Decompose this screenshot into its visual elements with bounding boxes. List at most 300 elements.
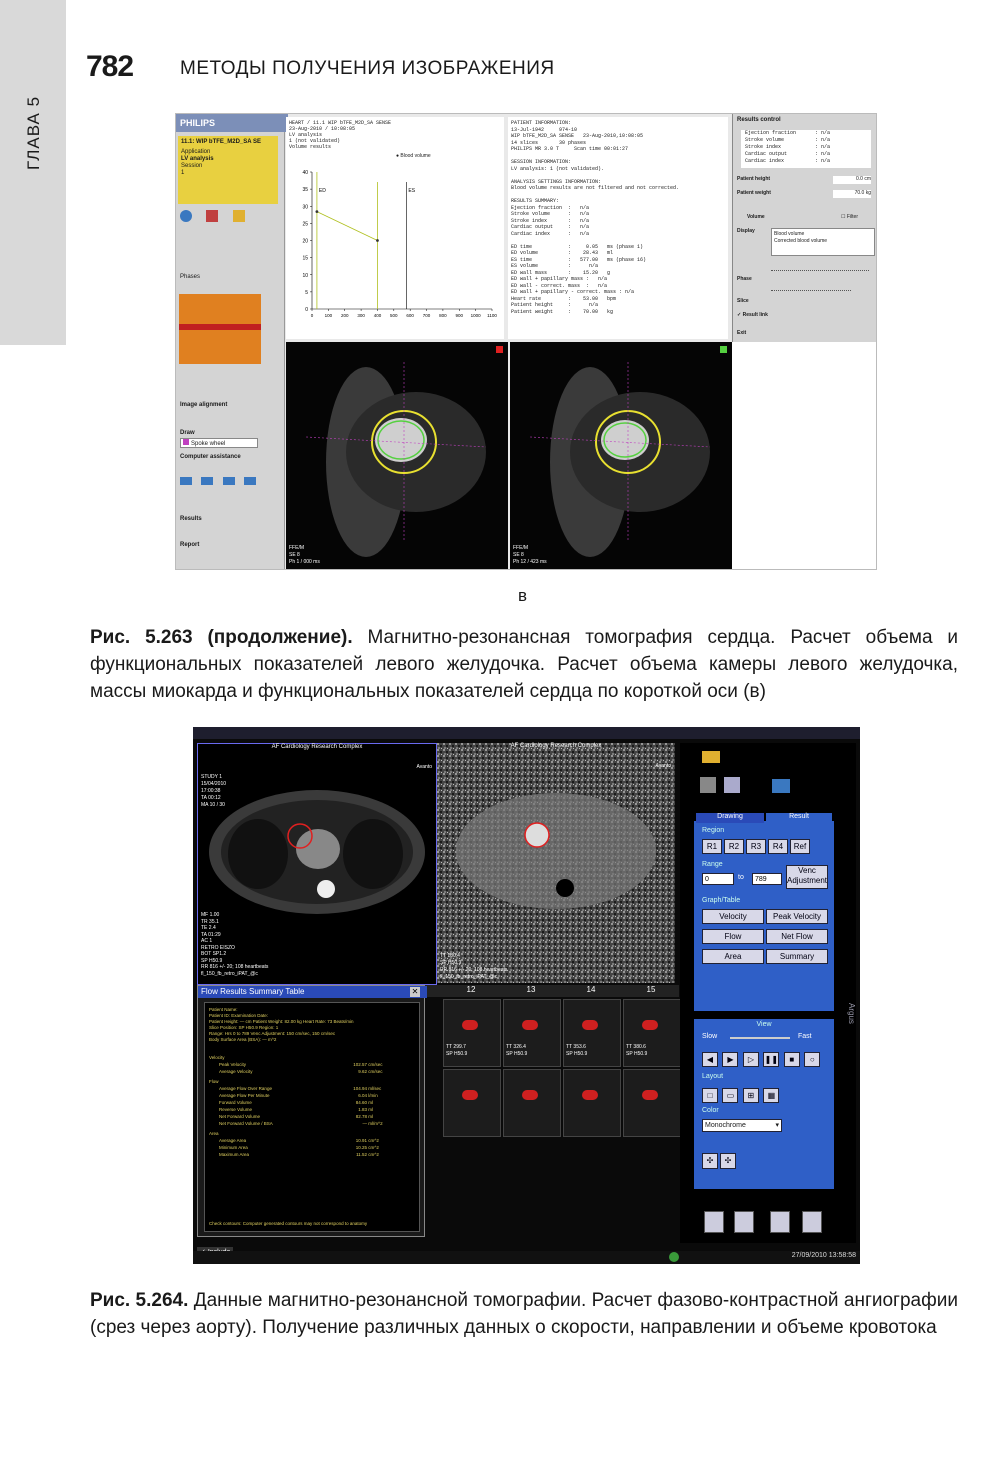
flow-row-value: 6.04 (358, 1093, 367, 1098)
rc-row-label: Cardiac output (745, 151, 788, 157)
tab-result[interactable]: Result (766, 813, 832, 823)
argus-view-panel (694, 1019, 834, 1189)
volume-label: Volume (747, 214, 765, 220)
y-tick-label: 0 (305, 307, 308, 313)
overlay-line: MF 1.00 (201, 912, 220, 918)
application-value: LV analysis (181, 156, 214, 162)
caption-5-263 (90, 624, 958, 705)
flow-row-unit: cm^2 (367, 1138, 379, 1143)
x-tick-label: 1100 (487, 313, 497, 318)
scanner-name: Avanto (416, 764, 432, 770)
roi-marker (582, 1020, 598, 1030)
graph-legend: ● Blood volume (396, 153, 431, 159)
step-icon[interactable]: ▷ (743, 1052, 759, 1067)
argus-label: Argus (847, 1003, 856, 1024)
mr-image-es-drawing (510, 342, 732, 569)
mr-info-line: FFE/M (513, 545, 528, 551)
session-label: Session (181, 163, 203, 169)
mr-info-line: Ph 12 / 423 ms (513, 559, 547, 565)
roi-marker (642, 1020, 658, 1030)
phase-image[interactable] (437, 743, 675, 983)
overlay-line: RETRO EISZO (201, 944, 235, 951)
spoke-wheel-icon (183, 439, 189, 445)
x-tick-label: 200 (340, 313, 349, 318)
display-option[interactable]: Corrected blood volume (774, 238, 828, 244)
mr-image-ed-drawing (286, 342, 508, 569)
flow-section-title: Area (209, 1131, 219, 1136)
draw-select[interactable] (180, 438, 258, 448)
thumb-tt: TT 299.7 (446, 1044, 466, 1050)
net-flow-button[interactable]: Net Flow (766, 929, 828, 944)
flow-window-title: Flow Results Summary Table (198, 986, 427, 998)
overlay-line: fl_150_fb_retro_iPAT_@c (201, 970, 258, 977)
x-tick-label: 700 (422, 313, 431, 318)
flow-row-value: 9.62 (358, 1069, 367, 1074)
mr-es-info (513, 545, 547, 566)
flow-header-line: Body Surface Area (BSA): — m^2 (209, 1037, 277, 1042)
flow-header-line: Patient ID: Examination Date: (209, 1013, 269, 1018)
area-button[interactable]: Area (702, 949, 764, 964)
thumb-sp: SP H50.9 (506, 1051, 528, 1057)
mr-image-es[interactable] (510, 342, 732, 569)
folder-icon[interactable] (702, 751, 720, 763)
y-tick-label: 15 (302, 255, 308, 262)
mr-image-ed[interactable] (286, 342, 508, 569)
page-number: 782 (86, 50, 134, 83)
export-icon[interactable] (772, 779, 790, 793)
report-line: ED wall + papillary - correct. mass : n/a (511, 289, 635, 295)
exit-button[interactable]: Exit (737, 330, 747, 336)
pause-icon[interactable]: ❚❚ (763, 1052, 779, 1067)
blood-volume-line (317, 212, 378, 241)
assist-both-icon[interactable] (201, 477, 213, 485)
report-line: Blood volume results are not filtered and not corrected. (511, 185, 680, 191)
flow-row (209, 1106, 409, 1113)
flow-row (209, 1120, 409, 1127)
mr-info-line: SE 8 (289, 552, 300, 558)
filter-checkbox[interactable]: ☐ Filter (841, 214, 858, 220)
layout-grid-icon[interactable]: ▦ (763, 1088, 779, 1103)
rc-row-label: Cardiac index (745, 158, 785, 164)
rc-row (741, 130, 871, 137)
status-bar (193, 1251, 860, 1264)
flow-row-value: — (362, 1121, 367, 1126)
report-line: Ejection fraction : n/a (511, 204, 590, 211)
flow-row-unit: cm/sec (367, 1062, 383, 1067)
flow-header (209, 1007, 354, 1043)
thumb-number: 13 (526, 985, 536, 994)
folder-icon[interactable] (233, 210, 245, 222)
flow-section-title: Velocity (209, 1055, 225, 1060)
blank-area (732, 342, 876, 569)
rc-row (741, 144, 871, 151)
thumb-tt: TT 353.6 (566, 1044, 586, 1050)
assist-next-icon[interactable] (223, 477, 235, 485)
speed-slider[interactable] (730, 1037, 790, 1039)
thumb-sp: SP H50.9 (626, 1051, 648, 1057)
y-tick-label: 20 (302, 238, 308, 245)
overlay-line: RR 816 +/- 20; 108 heartbeats (440, 967, 508, 973)
patient-weight-value: 70.0 (854, 190, 865, 196)
patient-height-unit: cm (864, 176, 871, 182)
flow-button[interactable]: Flow (702, 929, 764, 944)
patient-height-input[interactable] (833, 176, 871, 184)
flow-row (209, 1068, 409, 1075)
rc-row (741, 137, 871, 144)
range-to-label: to (738, 874, 744, 881)
overlay-line: AC 1 (201, 938, 213, 944)
y-tick-label: 10 (302, 272, 308, 279)
print-icon[interactable] (770, 1211, 790, 1233)
summary-button[interactable]: Summary (766, 949, 828, 964)
overlay-line: BOT SP1.2 (201, 951, 227, 957)
flow-row (209, 1099, 409, 1106)
thumbnail-strip (423, 985, 679, 1165)
figure-lv-analysis (175, 113, 877, 570)
flow-row-label: Net Forward Volume (219, 1114, 261, 1119)
flow-row-unit: cm^2 (367, 1145, 379, 1150)
report-line: Cardiac output : n/a (511, 224, 590, 230)
caption-label: Рис. 5.263 (продолжение). (90, 627, 353, 648)
flow-row-unit: ml (367, 1107, 373, 1112)
flow-row-value: 10.25 (355, 1145, 367, 1150)
region-r2-button[interactable]: R2 (724, 839, 744, 854)
flow-row-label: Peak Velocity (219, 1062, 247, 1067)
rc-row (741, 151, 871, 158)
chapter-label: ГЛАВА 5 (24, 95, 43, 170)
brand-bar: PHILIPS (176, 114, 288, 132)
flow-row-value: 84.60 (355, 1100, 367, 1105)
rc-row-label: Stroke index (745, 144, 782, 150)
roi-marker (462, 1090, 478, 1100)
result-link-label: Result link (742, 312, 768, 318)
thumb-tt: TT 380.6 (626, 1044, 646, 1050)
y-tick-label: 40 (302, 170, 308, 176)
caption-label: Рис. 5.264. (90, 1290, 189, 1311)
report-line: ED wall - correct. mass : n/a (511, 282, 608, 289)
view-label: View (756, 1021, 772, 1028)
loop-icon[interactable]: ○ (804, 1052, 820, 1067)
report-line: Cardiac index : n/a (511, 230, 590, 237)
thumbnail-frame[interactable] (623, 1069, 681, 1137)
overlay-line: TA 00:12 (201, 795, 221, 801)
phase-title: AF Cardiology Research Complex (510, 743, 602, 749)
x-tick-label: 300 (357, 313, 365, 318)
layout-buttons (702, 1085, 779, 1103)
flow-sections (209, 1051, 409, 1158)
figure-flow-analysis (193, 727, 860, 1264)
rc-row-label: Stroke volume (745, 137, 785, 143)
phase-scanner-name: Avanto (655, 763, 671, 769)
magnitude-overlay-bottom (201, 912, 268, 977)
mr-info-line: SE 8 (513, 552, 524, 558)
flow-table (204, 1002, 420, 1232)
flow-row (209, 1137, 409, 1144)
flow-row-value: 11.52 (356, 1152, 367, 1157)
assist-buttons (180, 472, 256, 490)
pencil-icon[interactable] (206, 210, 218, 222)
thumbnail-frame[interactable] (563, 999, 621, 1067)
thumbnail-frame[interactable] (443, 1069, 501, 1137)
report-label: Report (180, 542, 200, 548)
flow-row (209, 1061, 409, 1068)
exit-icon[interactable] (802, 1211, 822, 1233)
results-label: Results (180, 516, 202, 522)
report-line: 14 slices 30 phases (511, 139, 587, 146)
play-icon[interactable]: ▶ (722, 1052, 738, 1067)
overlay-line: TR 35.1 (201, 918, 219, 925)
protocol-name: 11.1: WIP bTFE_M2D_SA SE (181, 139, 262, 145)
x-tick-label: 800 (439, 313, 447, 318)
rc-row-value: : n/a (815, 158, 831, 164)
roi-marker (642, 1090, 658, 1100)
assist-all-icon[interactable] (244, 477, 256, 485)
region-r1-button[interactable]: R1 (702, 839, 722, 854)
es-marker-label: ES (408, 188, 416, 194)
flow-row-unit: cm^2 (367, 1152, 379, 1157)
chapter-tab (0, 0, 66, 345)
flow-row-value: 102.57 (353, 1062, 367, 1067)
region-r4-button[interactable]: R4 (768, 839, 788, 854)
help-icon[interactable] (734, 1211, 754, 1233)
display-label: Display (737, 228, 755, 234)
fast-label: Fast (798, 1033, 812, 1040)
report-text (511, 120, 679, 315)
flow-row-value: 1.83 (358, 1107, 367, 1112)
patient-weight-input[interactable] (833, 190, 871, 198)
results-control-panel (732, 114, 877, 342)
overlay-line: TT 180.4 (440, 953, 460, 959)
flow-row-label: Reverse Volume (219, 1107, 253, 1112)
flow-section-title: Flow (209, 1079, 219, 1084)
report-line: PATIENT INFORMATION: (511, 120, 572, 126)
layout-1x2-icon[interactable]: ▭ (722, 1088, 738, 1103)
color-label: Color (702, 1107, 719, 1114)
datetime: 27/09/2010 13:58:58 (791, 1252, 856, 1259)
flow-row-label: Average Flow Over Range (219, 1086, 272, 1091)
report-line: LV analysis: 1 (not validated). (511, 165, 605, 172)
result-link-checkbox[interactable]: ✓ Result link (737, 312, 768, 318)
argus-sidebar (680, 743, 856, 1243)
overlay-line: SP H50.9 (201, 957, 223, 964)
flow-row (209, 1085, 409, 1092)
argus-result-panel (694, 813, 834, 1011)
tool-b-icon[interactable]: ✣ (720, 1153, 736, 1169)
flow-row-unit: ml (367, 1100, 373, 1105)
rc-row-label: Ejection fraction (745, 130, 797, 136)
thumb-sp: SP H50.9 (446, 1051, 468, 1057)
phase-slider[interactable] (771, 270, 869, 275)
overlay-line: STUDY 1 (201, 774, 223, 780)
velocity-button[interactable]: Velocity (702, 909, 764, 924)
globe-icon[interactable] (180, 210, 192, 222)
thumbnail-frame[interactable] (503, 1069, 561, 1137)
report-line: WIP bTFE_M2D_SA SENSE 23-Aug-2010,10:08:05 (511, 133, 644, 139)
overlay-line: RR 816 +/- 20; 108 heartbeats (201, 964, 269, 970)
volume-graph-panel (286, 117, 504, 339)
phase-overlay-bottom (440, 953, 507, 981)
app-menubar (193, 727, 860, 739)
magnitude-overlay-top (201, 774, 226, 809)
flow-header-line: Patient Height: — cm Patient Weight: 82.00 kg Heart Rate: 73 Beats/min (209, 1019, 354, 1024)
overlay-line: SP H50.9 (440, 960, 462, 966)
magnitude-title: AF Cardiology Research Complex (271, 744, 363, 750)
blood-volume-point (376, 239, 379, 242)
computer-assistance-label: Computer assistance (180, 454, 241, 460)
report-line: Patient weight : 70.00 kg (511, 308, 614, 315)
graph-header-line: HEART / 11.1 WIP bTFE_M2D_SA SENSE (289, 120, 392, 126)
patient-height-value: 0.0 (855, 176, 863, 182)
thumb-tt: TT 326.4 (506, 1044, 526, 1050)
report-line: ES volume : n/a (511, 263, 599, 269)
flow-note: Check contours: Computer generated contours may not correspond to anatomy (209, 1221, 368, 1226)
results-control-title: Results control (737, 117, 781, 123)
y-tick-label: 5 (305, 289, 308, 296)
region-label: Region (702, 827, 725, 834)
report-panel (508, 117, 728, 339)
roi-marker (522, 1020, 538, 1030)
rc-row (741, 158, 871, 165)
results-control-table (741, 130, 871, 168)
layout-2x2-icon[interactable]: ⊞ (743, 1088, 759, 1103)
slice-label: Slice (737, 298, 749, 304)
flow-row-unit: ml (367, 1114, 373, 1119)
status-ok-icon (669, 1252, 679, 1262)
running-title: МЕТОДЫ ПОЛУЧЕНИЯ ИЗОБРАЖЕНИЯ (180, 58, 555, 79)
overlay-line: TE 2.4 (201, 925, 216, 931)
flow-row-label: Net Forward Volume / BSA (219, 1121, 273, 1126)
caption-text: Данные магнитно-резонансной томографии. Расчет фазово-контрастной ангиографии (срез через аорту). Получение различных данных о скорости, направлении и объеме кровотока (90, 1290, 958, 1338)
thumb-number: 12 (466, 985, 476, 994)
phase-image-drawing (437, 743, 675, 983)
report-line: 13-Jul-1942 974-10 (511, 126, 578, 133)
tool-a-icon[interactable]: ✣ (702, 1153, 718, 1169)
phase-label: Phase (737, 276, 752, 282)
flow-row-unit: cm/sec (367, 1069, 383, 1074)
report-line: ED time : 0.05 ms (phase 1) (511, 243, 644, 250)
assist-prev-icon[interactable] (180, 477, 192, 485)
playback-controls (702, 1049, 820, 1067)
flow-header-line: Patient Name: (209, 1007, 238, 1012)
layout-1x1-icon[interactable]: □ (702, 1088, 718, 1103)
volume-chart (286, 117, 504, 339)
flow-row-label: Forward Volume (219, 1100, 252, 1105)
rc-row-value: : n/a (815, 137, 831, 143)
report-line: Patient height : n/a (511, 302, 599, 308)
overlay-line: 15/04/2010 (201, 781, 227, 787)
display-list[interactable] (771, 228, 875, 256)
overlay-line: MA 10 / 30 (201, 802, 225, 808)
x-tick-label: 1000 (470, 313, 481, 318)
tool-panel (176, 114, 285, 569)
report-line: ANALYSIS SETTINGS INFORMATION: (511, 178, 602, 185)
thumbnail-frame[interactable] (563, 1069, 621, 1137)
rc-row-value: : n/a (815, 144, 831, 150)
ed-marker-label: ED (318, 188, 326, 194)
color-select[interactable] (702, 1119, 782, 1132)
caption-text: Магнитно-резонансная томография сердца. Расчет объема и функциональных показателей левого желудочка. Расчет объема камеры левого желудочка, массы миокарда и функциональных показателей сердца по короткой оси (в) (90, 627, 958, 702)
report-line: Heart rate : 53.00 bpm (511, 295, 617, 302)
thumbnail-frame[interactable] (503, 999, 561, 1067)
rc-row-value: : n/a (815, 130, 831, 136)
session-value: 1 (181, 170, 185, 176)
tool-icons-row1 (180, 209, 245, 227)
layout-label: Layout (702, 1073, 724, 1080)
region-r3-button[interactable]: R3 (746, 839, 766, 854)
flow-row-label: Average Velocity (219, 1069, 253, 1074)
patient-height-label: Patient height (737, 176, 771, 182)
series-icon[interactable] (700, 777, 716, 793)
display-option[interactable]: Blood volume (774, 231, 805, 237)
thumb-sp: SP H50.9 (566, 1051, 588, 1057)
patient-weight-label: Patient weight (737, 190, 771, 196)
x-tick-label: 900 (455, 313, 464, 318)
flow-row-label: Minimum Area (219, 1145, 248, 1150)
thumb-number: 15 (646, 985, 656, 994)
roi-marker (582, 1090, 598, 1100)
thumb-number: 14 (586, 985, 596, 994)
range-to-input[interactable] (752, 873, 782, 885)
color-select-value: Monochrome (705, 1122, 746, 1129)
x-tick-label: 0 (310, 313, 314, 318)
x-tick-label: 600 (406, 313, 414, 318)
report-line: PHILIPS MR 3.0 T Scan time 00:01:27 (511, 146, 629, 152)
report-line: ED wall + papillary mass : n/a (511, 276, 608, 282)
overlay-line: TA 01:29 (201, 931, 221, 938)
thumbnail-frame[interactable] (623, 999, 681, 1067)
flow-row-label: Average Flow Per Minute (219, 1093, 270, 1098)
copy-icon[interactable] (724, 777, 740, 793)
slice-slider[interactable] (771, 290, 851, 295)
figure-sublabel: в (518, 586, 528, 605)
overlay-line: 17:00:38 (201, 788, 221, 794)
mr-info-line: FFE/M (289, 545, 304, 551)
close-icon[interactable]: ✕ (411, 987, 419, 996)
phase-slice-grid[interactable] (179, 294, 261, 364)
region-ref-button[interactable]: Ref (790, 839, 810, 854)
tab-drawing[interactable]: Drawing (696, 813, 764, 823)
protocol-box (178, 136, 278, 204)
range-from-input[interactable] (702, 873, 734, 885)
stop-icon[interactable]: ■ (784, 1052, 800, 1067)
application-label: Application (181, 149, 211, 155)
x-tick-label: 400 (373, 313, 382, 318)
x-tick-label: 500 (390, 313, 398, 318)
peak-velocity-button[interactable]: Peak Velocity (766, 909, 828, 924)
thumbnail-frame[interactable] (443, 999, 501, 1067)
report-line: Stroke index : n/a (511, 217, 590, 224)
flow-row-value: 82.78 (355, 1114, 367, 1119)
venc-adjustment-button[interactable]: Venc Adjustment (786, 865, 828, 889)
report-line: SESSION INFORMATION: (511, 159, 572, 165)
overlay-line: fl_150_fb_retro_iPAT_@c (440, 974, 497, 980)
range-label: Range (702, 861, 723, 868)
image-alignment-label: Image alignment (180, 402, 228, 408)
draw-select-value: Spoke wheel (191, 441, 226, 447)
flow-header-line: Slice Position: SP H50.9 Region: 1 (209, 1025, 279, 1030)
report-line: ES time : 577.00 ms (phase 16) (511, 256, 647, 263)
magnitude-image[interactable] (197, 743, 437, 985)
roi-marker (462, 1020, 478, 1030)
flow-row-value: 104.94 (353, 1086, 367, 1091)
flow-row-unit: ml/m^2 (367, 1121, 383, 1126)
y-tick-label: 25 (302, 221, 308, 228)
graph-header-line: 23-Aug-2010 / 10:08:05 (289, 126, 356, 132)
rewind-icon[interactable]: ◀ (702, 1052, 718, 1067)
flow-results-window (197, 985, 425, 1237)
flow-row-unit: l/min (367, 1093, 378, 1098)
report-icon[interactable] (704, 1211, 724, 1233)
